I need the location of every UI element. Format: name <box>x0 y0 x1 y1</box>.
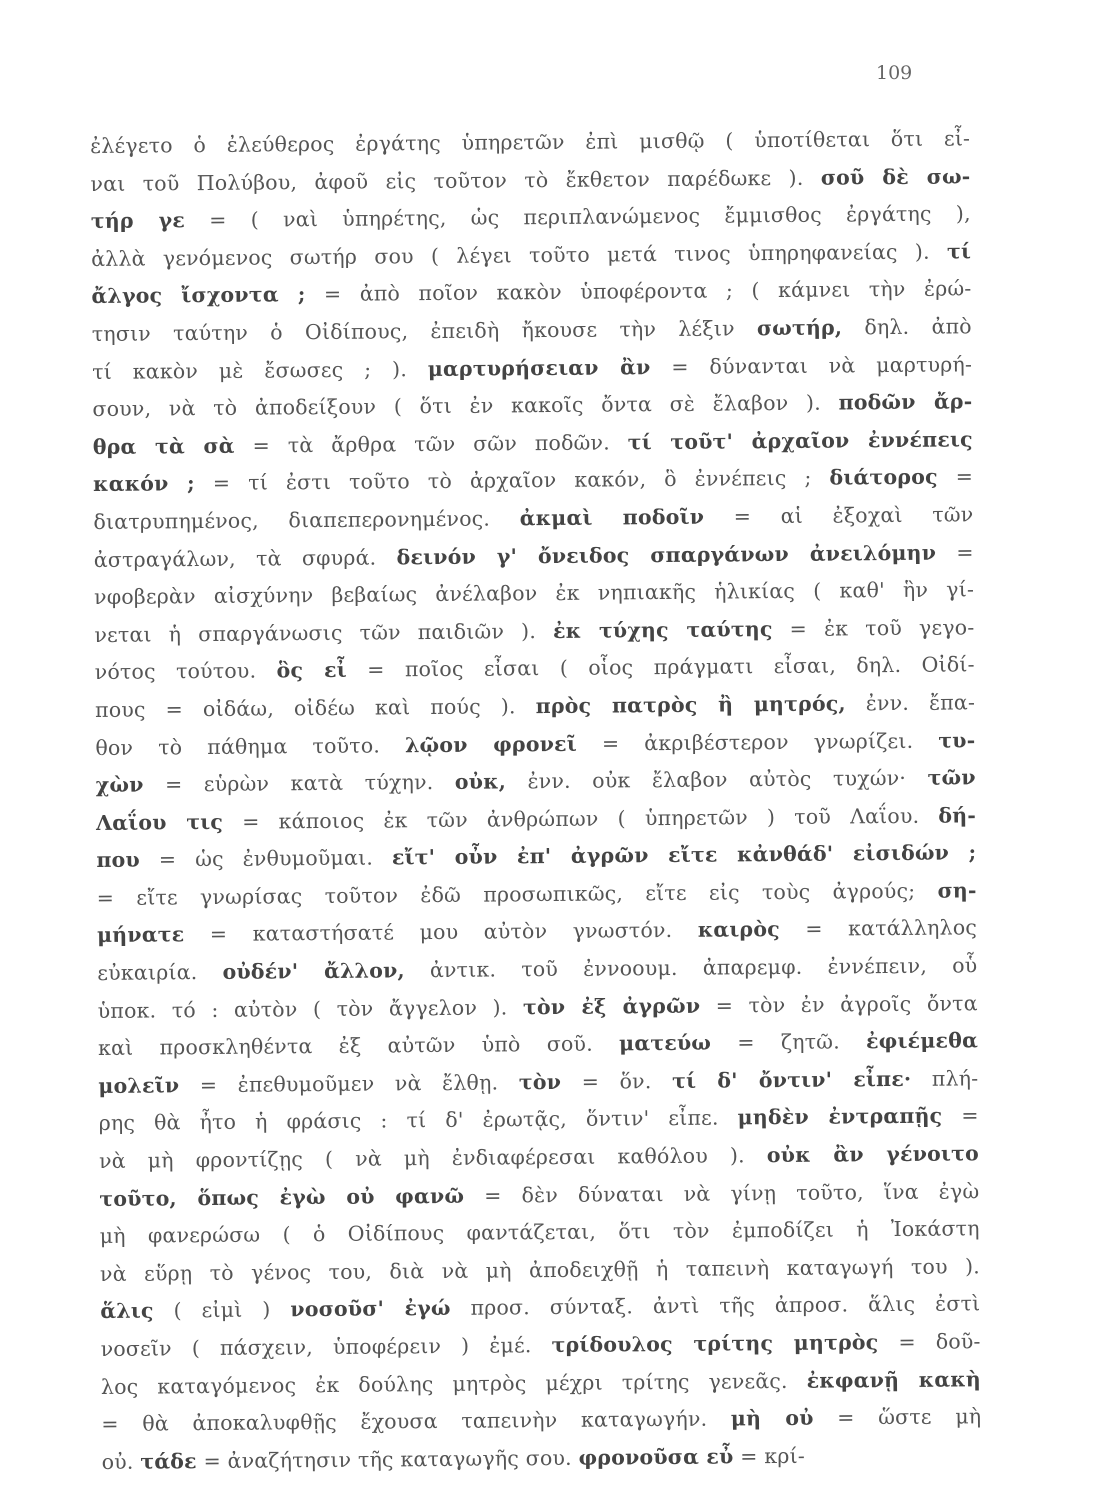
gloss-text: = <box>936 539 974 565</box>
gloss-text: καὶ προσκληθέντα ἐξ αὐτῶν ὑπὸ σοῦ. <box>97 1031 620 1061</box>
gloss-text: = <box>937 464 974 489</box>
lemma-bold: ποδῶν ἄρ- <box>838 389 973 415</box>
lemma-bold: ἐκφανῇ κακὴ <box>806 1366 982 1393</box>
lemma-bold: μαρτυρήσειαν ἂν <box>427 354 651 381</box>
lemma-bold: ἐκ τύχης ταύτης <box>552 616 773 643</box>
gloss-text: = ἀναζήτησιν τῆς καταγωγῆς σου. <box>196 1445 579 1473</box>
lemma-bold: ἀκμαὶ ποδοῖν <box>519 504 705 531</box>
gloss-text: = αἱ ἐξοχαὶ τῶν <box>704 502 974 529</box>
lemma-bold: καιρὸς <box>697 917 780 943</box>
lemma-bold: ὃς εἶ <box>276 658 347 683</box>
lemma-bold: ματεύω <box>618 1030 712 1056</box>
text-line <box>101 1436 981 1481</box>
gloss-text: ἐνν. ἔπα- <box>845 690 976 716</box>
lemma-bold: μήνατε <box>96 922 185 948</box>
gloss-text: = ἐπεθυμοῦμεν νὰ ἔλθῃ. <box>179 1070 519 1098</box>
gloss-text: οὐ. <box>101 1449 141 1474</box>
lemma-bold: μηδὲν ἐντραπῇς <box>737 1104 943 1130</box>
lemma-bold: τρίδουλος τρίτης μητρὸς <box>551 1330 879 1358</box>
gloss-text: = ζητῶ. <box>710 1029 867 1055</box>
gloss-text: νφοβερὰν αἰσχύνην βεβαίως ἀνέλαβον ἐκ νηπιακῆς ἡλικίας ( καθ' ἣν γί- <box>93 577 975 610</box>
gloss-text: = κρί- <box>733 1443 805 1469</box>
lemma-bold: μολεῖν <box>98 1073 180 1098</box>
gloss-text: = θὰ ἀποκαλυφθῇς ἔχουσα ταπεινὴν καταγωγήν. <box>101 1406 731 1437</box>
lemma-bold: τί <box>946 239 972 264</box>
gloss-text: ἀλλὰ γενόμενος σωτήρ σου ( λέγει τοῦτο μετά τινος ὑπηρηφανείας ). <box>91 239 948 271</box>
gloss-text: = ( ναὶ ὑπηρέτης, ὡς περιπλανώμενος ἔμμισθος ἐργάτης ), <box>184 201 971 233</box>
lemma-bold: μὴ οὐ <box>730 1405 814 1431</box>
gloss-text: ἐνν. οὐκ ἔλαβον αὐτὸς τυχών· <box>505 765 928 794</box>
lemma-bold: νοσοῦσ' ἐγώ <box>290 1296 451 1322</box>
gloss-text: = ὥστε μὴ <box>813 1404 982 1430</box>
lemma-bold: ση- <box>937 878 977 903</box>
gloss-text: = δύνανται νὰ μαρτυρή- <box>650 351 973 379</box>
lemma-bold: λῷον φρονεῖ <box>404 731 577 757</box>
lemma-bold: χὼν <box>95 772 144 798</box>
lemma-bold: φρονοῦσα εὖ <box>578 1444 734 1470</box>
gloss-text: = <box>942 1103 979 1129</box>
lemma-bold: τῶν <box>927 765 976 790</box>
gloss-text: = καταστήσατέ μου αὐτὸν γνωστόν. <box>184 918 698 947</box>
gloss-text: πλή- <box>911 1066 979 1091</box>
gloss-text: ἀστραγάλων, τὰ σφυρά. <box>93 544 397 572</box>
lemma-bold: τυ- <box>938 727 976 753</box>
gloss-text: σουν, νὰ τὸ ἀποδείξουν ( ὅτι ἐν κακοῖς ὄντα σὲ ἔλαβον ). <box>92 390 839 422</box>
gloss-text: νὰ μὴ φροντίζῃς ( νὰ μὴ ἐνδιαφέρεσαι καθόλου ). <box>98 1143 767 1173</box>
lemma-bold: τοῦτο, ὅπως ἐγὼ οὐ φανῶ <box>99 1183 465 1211</box>
lemma-bold: τί τοῦτ' ἀρχαῖον ἐννέπεις <box>627 427 973 455</box>
gloss-text: = ποῖος εἶσαι ( οἷος πράγματι εἶσαι, δηλ. Οἰδί- <box>346 652 975 683</box>
gloss-text: = εὑρὼν κατὰ τύχην. <box>143 769 455 797</box>
gloss-text: νὰ εὕρῃ τὸ γένος του, διὰ νὰ μὴ ἀποδειχθῇ ἡ ταπεινὴ καταγωγή του ). <box>99 1254 981 1286</box>
lemma-bold: τήρ γε <box>90 208 186 234</box>
lemma-bold: που <box>96 847 141 873</box>
gloss-text: ἀντικ. τοῦ ἐννοουμ. ἀπαρεμφ. ἐννέπειν, οὗ <box>404 953 978 983</box>
gloss-text: = ἀκριβέστερον γνωρίζει. <box>576 728 939 756</box>
lemma-bold: οὐδέν' ἄλλον, <box>222 958 405 984</box>
gloss-text: ( εἰμὶ ) <box>153 1297 291 1323</box>
gloss-text: = ἐκ τοῦ γεγο- <box>772 615 975 641</box>
gloss-text: = ὡς ἐνθυμοῦμαι. <box>139 845 393 872</box>
lemma-bold: ἄλγος ἴσχοντα ; <box>91 282 306 309</box>
lemma-bold: σοῦ δὲ σω- <box>820 163 971 190</box>
lemma-bold: οὐκ ἂν γένοιτο <box>766 1141 980 1168</box>
gloss-text: = δοῦ- <box>878 1329 981 1355</box>
lemma-bold: ἐφιέμεθα <box>865 1028 979 1054</box>
gloss-text: νεται ἡ σπαργάνωσις τῶν παιδιῶν ). <box>94 618 554 647</box>
lemma-bold: τὸν ἐξ ἀγρῶν <box>522 993 701 1019</box>
gloss-text: = τί ἐστι τοῦτο τὸ ἀρχαῖον κακόν, ὃ ἐννέπεις ; <box>194 465 830 496</box>
gloss-text: προσ. σύνταξ. ἀντὶ τῆς ἀπροσ. ἅλις ἐστὶ <box>450 1291 981 1321</box>
lemma-bold: δεινόν γ' ὄνειδος σπαργάνων ἀνειλόμην <box>396 540 937 569</box>
gloss-text: νότος τούτου. <box>94 658 277 685</box>
lemma-bold: τάδε <box>140 1448 197 1474</box>
gloss-text: τησιν ταύτην ὁ Οἰδίπους, ἐπειδὴ ἤκουσε τὴν λέξιν <box>91 316 758 346</box>
gloss-text: τί κακὸν μὲ ἔσωσες ; ). <box>92 356 428 384</box>
lemma-bold: διάτορος <box>829 464 938 490</box>
gloss-text: = ὅν. <box>560 1068 673 1094</box>
lemma-bold: πρὸς πατρὸς ἢ μητρός, <box>535 691 846 719</box>
gloss-text: ρης θὰ ἦτο ἡ φράσις : τί δ' ἐρωτᾷς, ὅντιν' εἶπε. <box>98 1105 738 1136</box>
gloss-text: ὑποκ. τό : αὐτὸν ( τὸν ἄγγελον ). <box>97 994 524 1023</box>
lemma-bold: θρα τὰ σὰ <box>92 433 235 459</box>
lemma-bold: Λαΐου τις <box>95 809 224 835</box>
lemma-bold: κακόν ; <box>93 471 195 497</box>
lemma-bold: ἅλις <box>100 1298 154 1324</box>
gloss-text: μὴ φανερώσω ( ὁ Οἰδίπους φαντάζεται, ὅτι τὸν ἐμποδίζει ἡ Ἰοκάστη <box>99 1216 980 1249</box>
lemma-bold: οὐκ, <box>454 769 507 794</box>
commentary-text <box>90 120 982 1481</box>
gloss-text: ναι τοῦ Πολύβου, ἀφοῦ εἰς τοῦτον τὸ ἔκθετον παρέδωκε ). <box>90 165 821 196</box>
lemma-bold: εἴτ' οὖν ἐπ' ἀγρῶν εἴτε κἀνθάδ' εἰσιδών ; <box>391 840 977 870</box>
gloss-text: = εἴτε γνωρίσας τοῦτον ἐδῶ προσωπικῶς, εἴτε εἰς τοὺς ἀγρούς; <box>96 878 938 910</box>
gloss-text: εὐκαιρία. <box>97 959 223 986</box>
gloss-text: θον τὸ πάθημα τοῦτο. <box>95 732 406 760</box>
text-line <box>101 1398 981 1443</box>
gloss-text: δηλ. ἀπὸ <box>842 314 972 340</box>
lemma-bold: τί δ' ὄντιν' εἶπε· <box>671 1066 912 1093</box>
gloss-text: = τὸν ἐν ἀγροῖς ὄντα <box>700 990 978 1018</box>
gloss-text: = κατάλληλος <box>779 915 978 942</box>
gloss-text: νοσεῖν ( πάσχειν, ὑποφέρειν ) ἐμέ. <box>100 1333 552 1361</box>
gloss-text: = κάποιος ἐκ τῶν ἀνθρώπων ( ὑπηρετῶν ) τοῦ Λαΐου. <box>222 803 939 834</box>
gloss-text: = ἀπὸ ποῖον κακὸν ὑποφέροντα ; ( κάμνει τὴν ἐρώ- <box>305 276 972 307</box>
gloss-text: λος καταγόμενος ἐκ δούλης μητρὸς μέχρι τρίτης γενεᾶς. <box>100 1368 807 1399</box>
lemma-bold: σωτήρ, <box>756 315 843 341</box>
gloss-text: = δὲν δύναται νὰ γίνῃ τοῦτο, ἵνα ἐγὼ <box>464 1178 980 1208</box>
gloss-text: = τὰ ἄρθρα τῶν σῶν ποδῶν. <box>234 430 628 458</box>
page-number: 109 <box>876 62 913 84</box>
lemma-bold: τὸν <box>518 1069 562 1095</box>
lemma-bold: δή- <box>938 802 977 828</box>
gloss-text: πους = οἰδάω, οἰδέω καὶ πούς ). <box>94 694 536 722</box>
gloss-text: ἐλέγετο ὁ ἐλεύθερος ἐργάτης ὑπηρετῶν ἐπὶ μισθῷ ( ὑποτίθεται ὅτι εἶ- <box>90 126 971 158</box>
gloss-text: διατρυπημένος, διαπεπερονημένος. <box>93 506 520 534</box>
